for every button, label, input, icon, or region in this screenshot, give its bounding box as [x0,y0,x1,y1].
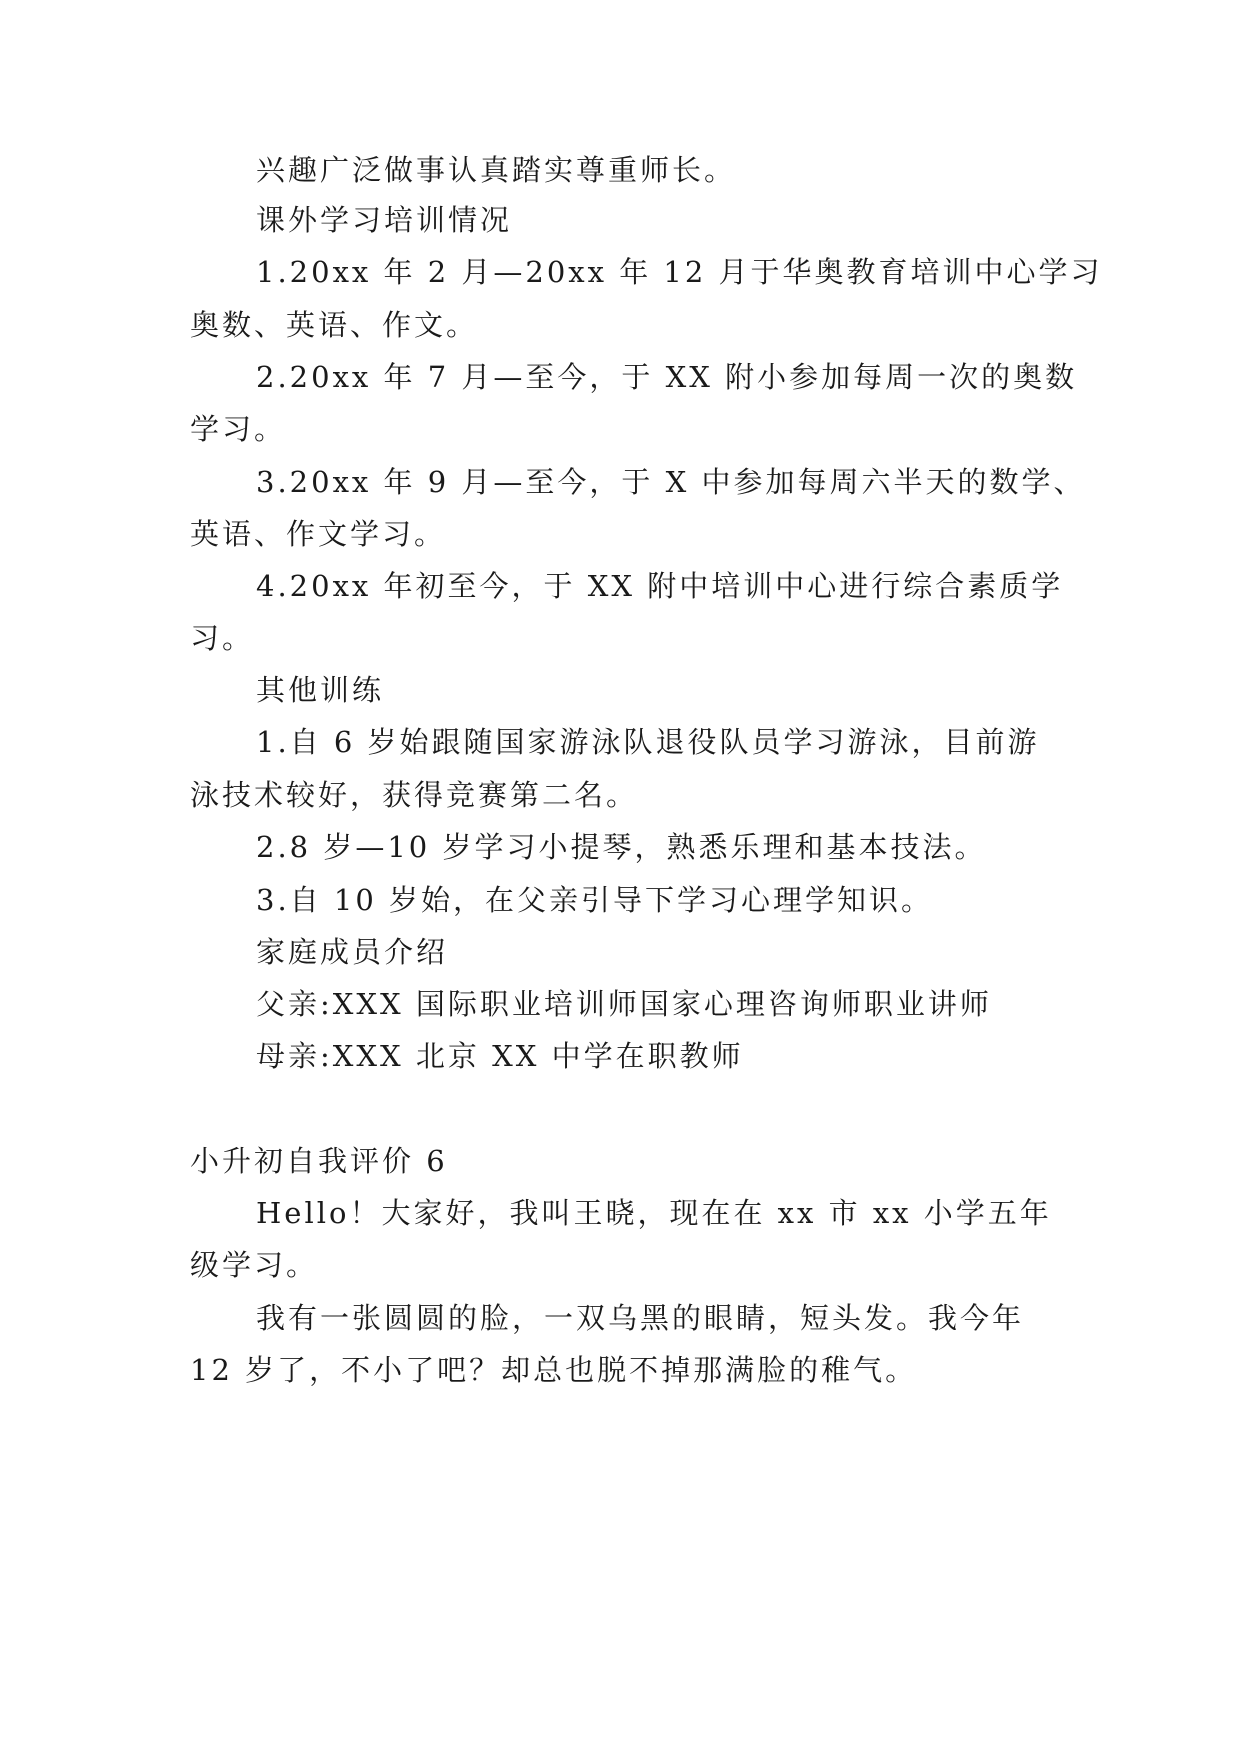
text-line: 2.8 岁—10 岁学习小提琴，熟悉乐理和基本技法。 [256,830,987,864]
text-line: 1.20xx 年 2 月—20xx 年 12 月于华奥教育培训中心学习 [256,255,1103,289]
text-line: 3.自 10 岁始，在父亲引导下学习心理学知识。 [256,883,934,917]
text-line: Hello！大家好，我叫王晓，现在在 xx 市 xx 小学五年 [256,1196,1052,1230]
article-title: 小升初自我评价 6 [190,1144,448,1178]
section-heading-family: 家庭成员介绍 [256,935,449,969]
text-line: 兴趣广泛做事认真踏实尊重师长。 [256,153,737,187]
text-line: 奥数、英语、作文。 [190,308,479,342]
text-line: 1.自 6 岁始跟随国家游泳队退役队员学习游泳，目前游 [256,725,1040,759]
text-line: 习。 [190,621,255,655]
section-heading-training: 课外学习培训情况 [256,203,513,237]
text-line: 2.20xx 年 7 月—至今，于 XX 附小参加每周一次的奥数 [256,360,1078,394]
text-line: 泳技术较好，获得竞赛第二名。 [190,778,639,812]
text-line: 父亲:XXX 国际职业培训师国家心理咨询师职业讲师 [256,987,992,1021]
text-line: 级学习。 [190,1248,319,1282]
text-line: 母亲:XXX 北京 XX 中学在职教师 [256,1039,744,1073]
section-heading-other-training: 其他训练 [256,673,385,707]
text-line: 我有一张圆圆的脸，一双乌黑的眼睛，短头发。我今年 [256,1301,1025,1335]
text-line: 12 岁了，不小了吧？却总也脱不掉那满脸的稚气。 [190,1353,918,1387]
text-line: 英语、作文学习。 [190,517,447,551]
text-line: 3.20xx 年 9 月—至今，于 X 中参加每周六半天的数学、 [256,465,1086,499]
text-line: 学习。 [190,412,287,446]
text-line: 4.20xx 年初至今，于 XX 附中培训中心进行综合素质学 [256,569,1064,603]
